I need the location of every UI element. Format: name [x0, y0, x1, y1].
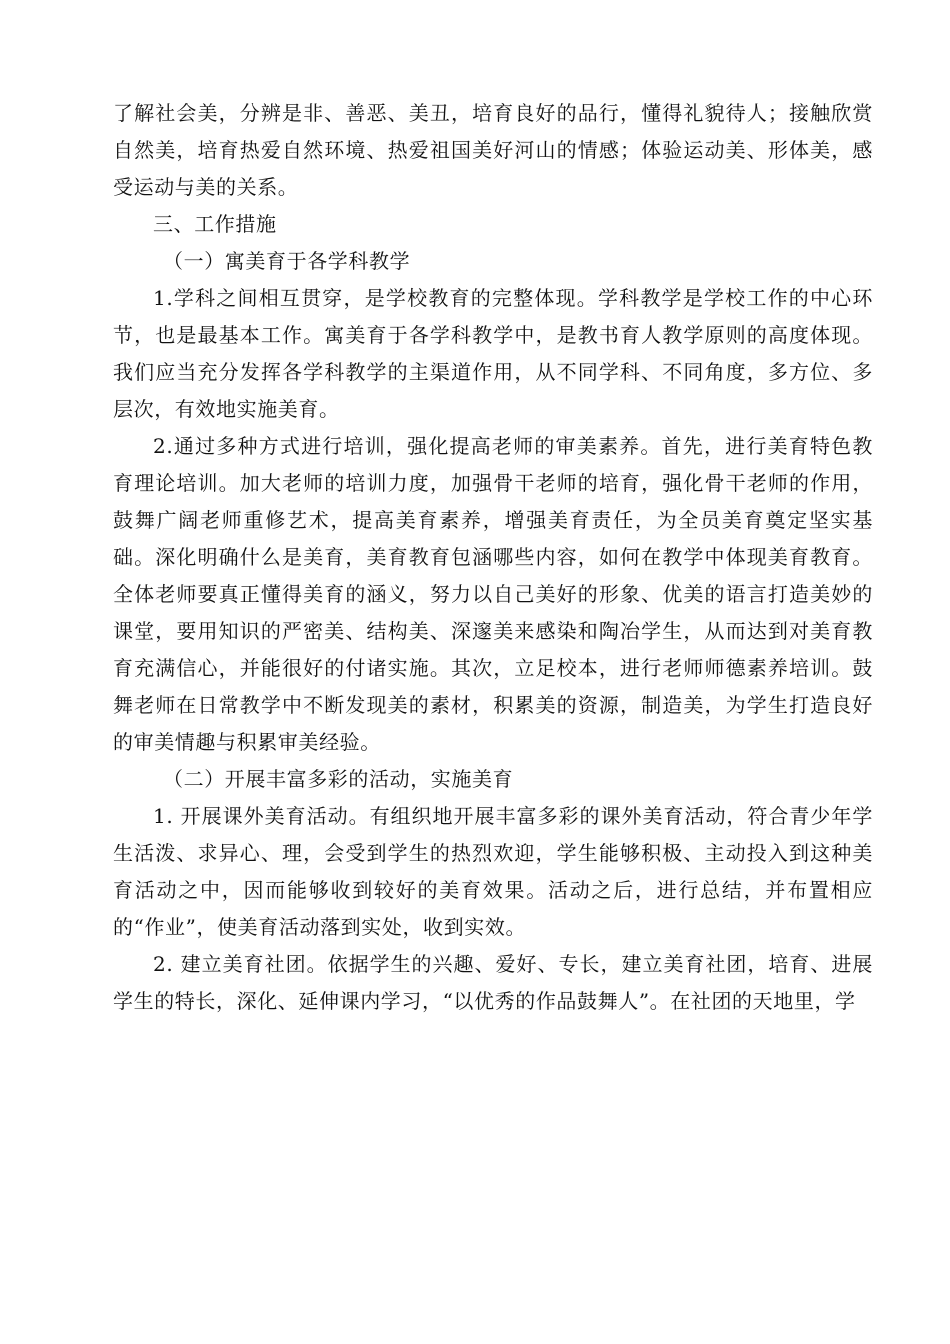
paragraph-activity-2: 2. 建立美育社团。依据学生的兴趣、爱好、专长，建立美育社团，培育、进展学生的特长，深化、延伸课内学习，“以优秀的作品鼓舞人”。在社团的天地里，学 [113, 952, 873, 1013]
subsection-heading-2: （二）开展丰富多彩的活动，实施美育 [163, 767, 514, 791]
paragraph-activity-1: 1. 开展课外美育活动。有组织地开展丰富多彩的课外美育活动，符合青少年学生活泼、求异心、理，会受到学生的热烈欢迎，学生能够积极、主动投入到这种美育活动之中，因而能够收到较好的美育效果。活动之后，进行总结，并布置相应的“作业”，使美育活动落到实处，收到实效。 [113, 804, 873, 939]
section-heading-work-measures: 三、工作措施 [153, 212, 277, 236]
paragraph-item-2: 2.通过多种方式进行培训，强化提高老师的审美素养。首先，进行美育特色教育理论培训。加大老师的培训力度，加强骨干老师的培育，强化骨干老师的作用，鼓舞广阔老师重修艺术，提高美育素养，增强美育责任，为全员美育奠定坚实基础。深化明确什么是美育，美育教育包涵哪些内容，如何在教学中体现美育教育。全体老师要真正懂得美育的涵义，努力以自己美好的形象、优美的语言打造美妙的课堂，要用知识的严密美、结构美、深邃美来感染和陶冶学生，从而达到对美育教育充满信心，并能很好的付诸实施。其次，立足校本，进行老师师德素养培训。鼓舞老师在日常教学中不断发现美的素材，积累美的资源，制造美，为学生打造良好的审美情趣与积累审美经验。 [113, 434, 873, 754]
document-body [113, 95, 873, 1020]
paragraph-continuation: 了解社会美，分辨是非、善恶、美丑，培育良好的品行，懂得礼貌待人；接触欣赏自然美，培育热爱自然环境、热爱祖国美好河山的情感；体验运动美、形体美，感受运动与美的关系。 [113, 101, 873, 199]
subsection-heading-1: （一）寓美育于各学科教学 [163, 249, 411, 273]
paragraph-item-1: 1.学科之间相互贯穿，是学校教育的完整体现。学科教学是学校工作的中心环节，也是最基本工作。寓美育于各学科教学中，是教书育人教学原则的高度体现。我们应当充分发挥各学科教学的主渠道作用，从不同学科、不同角度，多方位、多层次，有效地实施美育。 [113, 286, 873, 421]
